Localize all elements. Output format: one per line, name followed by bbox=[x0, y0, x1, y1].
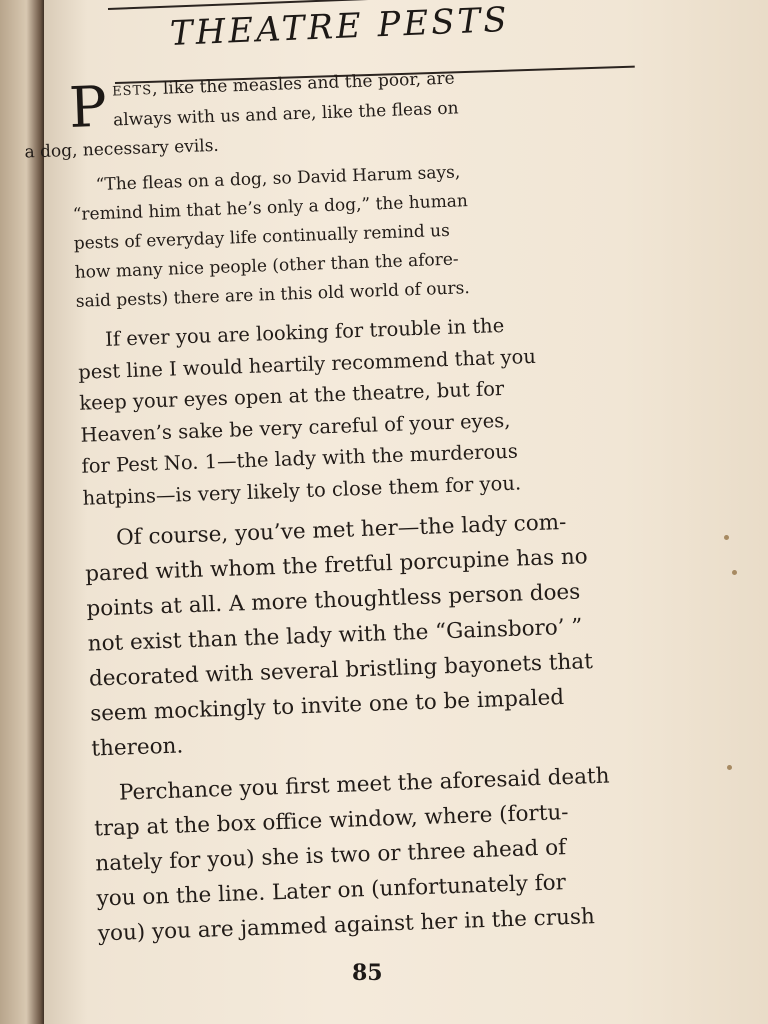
paragraph-3 bbox=[77, 304, 683, 514]
text-line: for Pest No. 1—the lady with the murderous bbox=[81, 439, 519, 478]
text-line: Heaven’s sake be very careful of your eyes, bbox=[80, 408, 511, 447]
paper-stain bbox=[724, 535, 729, 540]
text-line: you on the line. Later on (unfortunately for bbox=[96, 870, 567, 912]
text-line: Perchance you first meet the aforesaid death bbox=[118, 763, 610, 806]
text-line: not exist than the lady with the “Gainsboro’ ” bbox=[87, 614, 583, 657]
paper-stain bbox=[727, 765, 732, 770]
text-line: points at all. A more thoughtless person does bbox=[86, 579, 581, 622]
text-line: hatpins—is very likely to close them for you. bbox=[82, 470, 522, 510]
text-line: Of course, you’ve met her—the lady com- bbox=[115, 509, 567, 551]
text-line: pared with whom the fretful porcupine has no bbox=[84, 544, 589, 587]
text-line: pests of everyday life continually remind us bbox=[73, 220, 451, 254]
text-line: seem mockingly to invite one to be impaled bbox=[89, 685, 565, 727]
text-line: a dog, necessary evils. bbox=[24, 135, 220, 163]
page-number: 85 bbox=[352, 960, 383, 986]
text-line: keep your eyes open at the theatre, but for bbox=[78, 376, 505, 415]
drop-cap: P bbox=[67, 74, 108, 141]
text-line: trap at the box office window, where (fortu- bbox=[93, 799, 569, 842]
paragraph-2 bbox=[71, 151, 676, 317]
text-line: pest line I would heartily recommend that you bbox=[77, 344, 537, 384]
paragraph-5 bbox=[92, 756, 698, 952]
text-line: nately for you) she is two or three ahead of bbox=[95, 835, 567, 877]
paper-stain bbox=[732, 570, 737, 575]
text-line: how many nice people (other than the afore- bbox=[74, 249, 459, 283]
small-caps-lead: ESTS bbox=[111, 83, 153, 100]
text-line: always with us and are, like the fleas on bbox=[112, 98, 459, 131]
text-line: “remind him that he’s only a dog,” the human bbox=[72, 191, 469, 225]
text-line: If ever you are looking for trouble in the bbox=[104, 313, 505, 351]
text-line: decorated with several bristling bayonets that bbox=[88, 649, 594, 692]
text-line: you) you are jammed against her in the crush bbox=[97, 904, 596, 947]
body-text bbox=[24, 57, 698, 951]
page-title: THEATRE PESTS bbox=[169, 0, 511, 54]
text-line: thereon. bbox=[90, 733, 184, 762]
text-line: ESTS, like the measles and the poor, are bbox=[111, 68, 455, 100]
text-line: “The fleas on a dog, so David Harum says, bbox=[95, 162, 461, 196]
text-line: said pests) there are in this old world of ours. bbox=[75, 278, 471, 312]
paragraph-4 bbox=[83, 501, 691, 767]
